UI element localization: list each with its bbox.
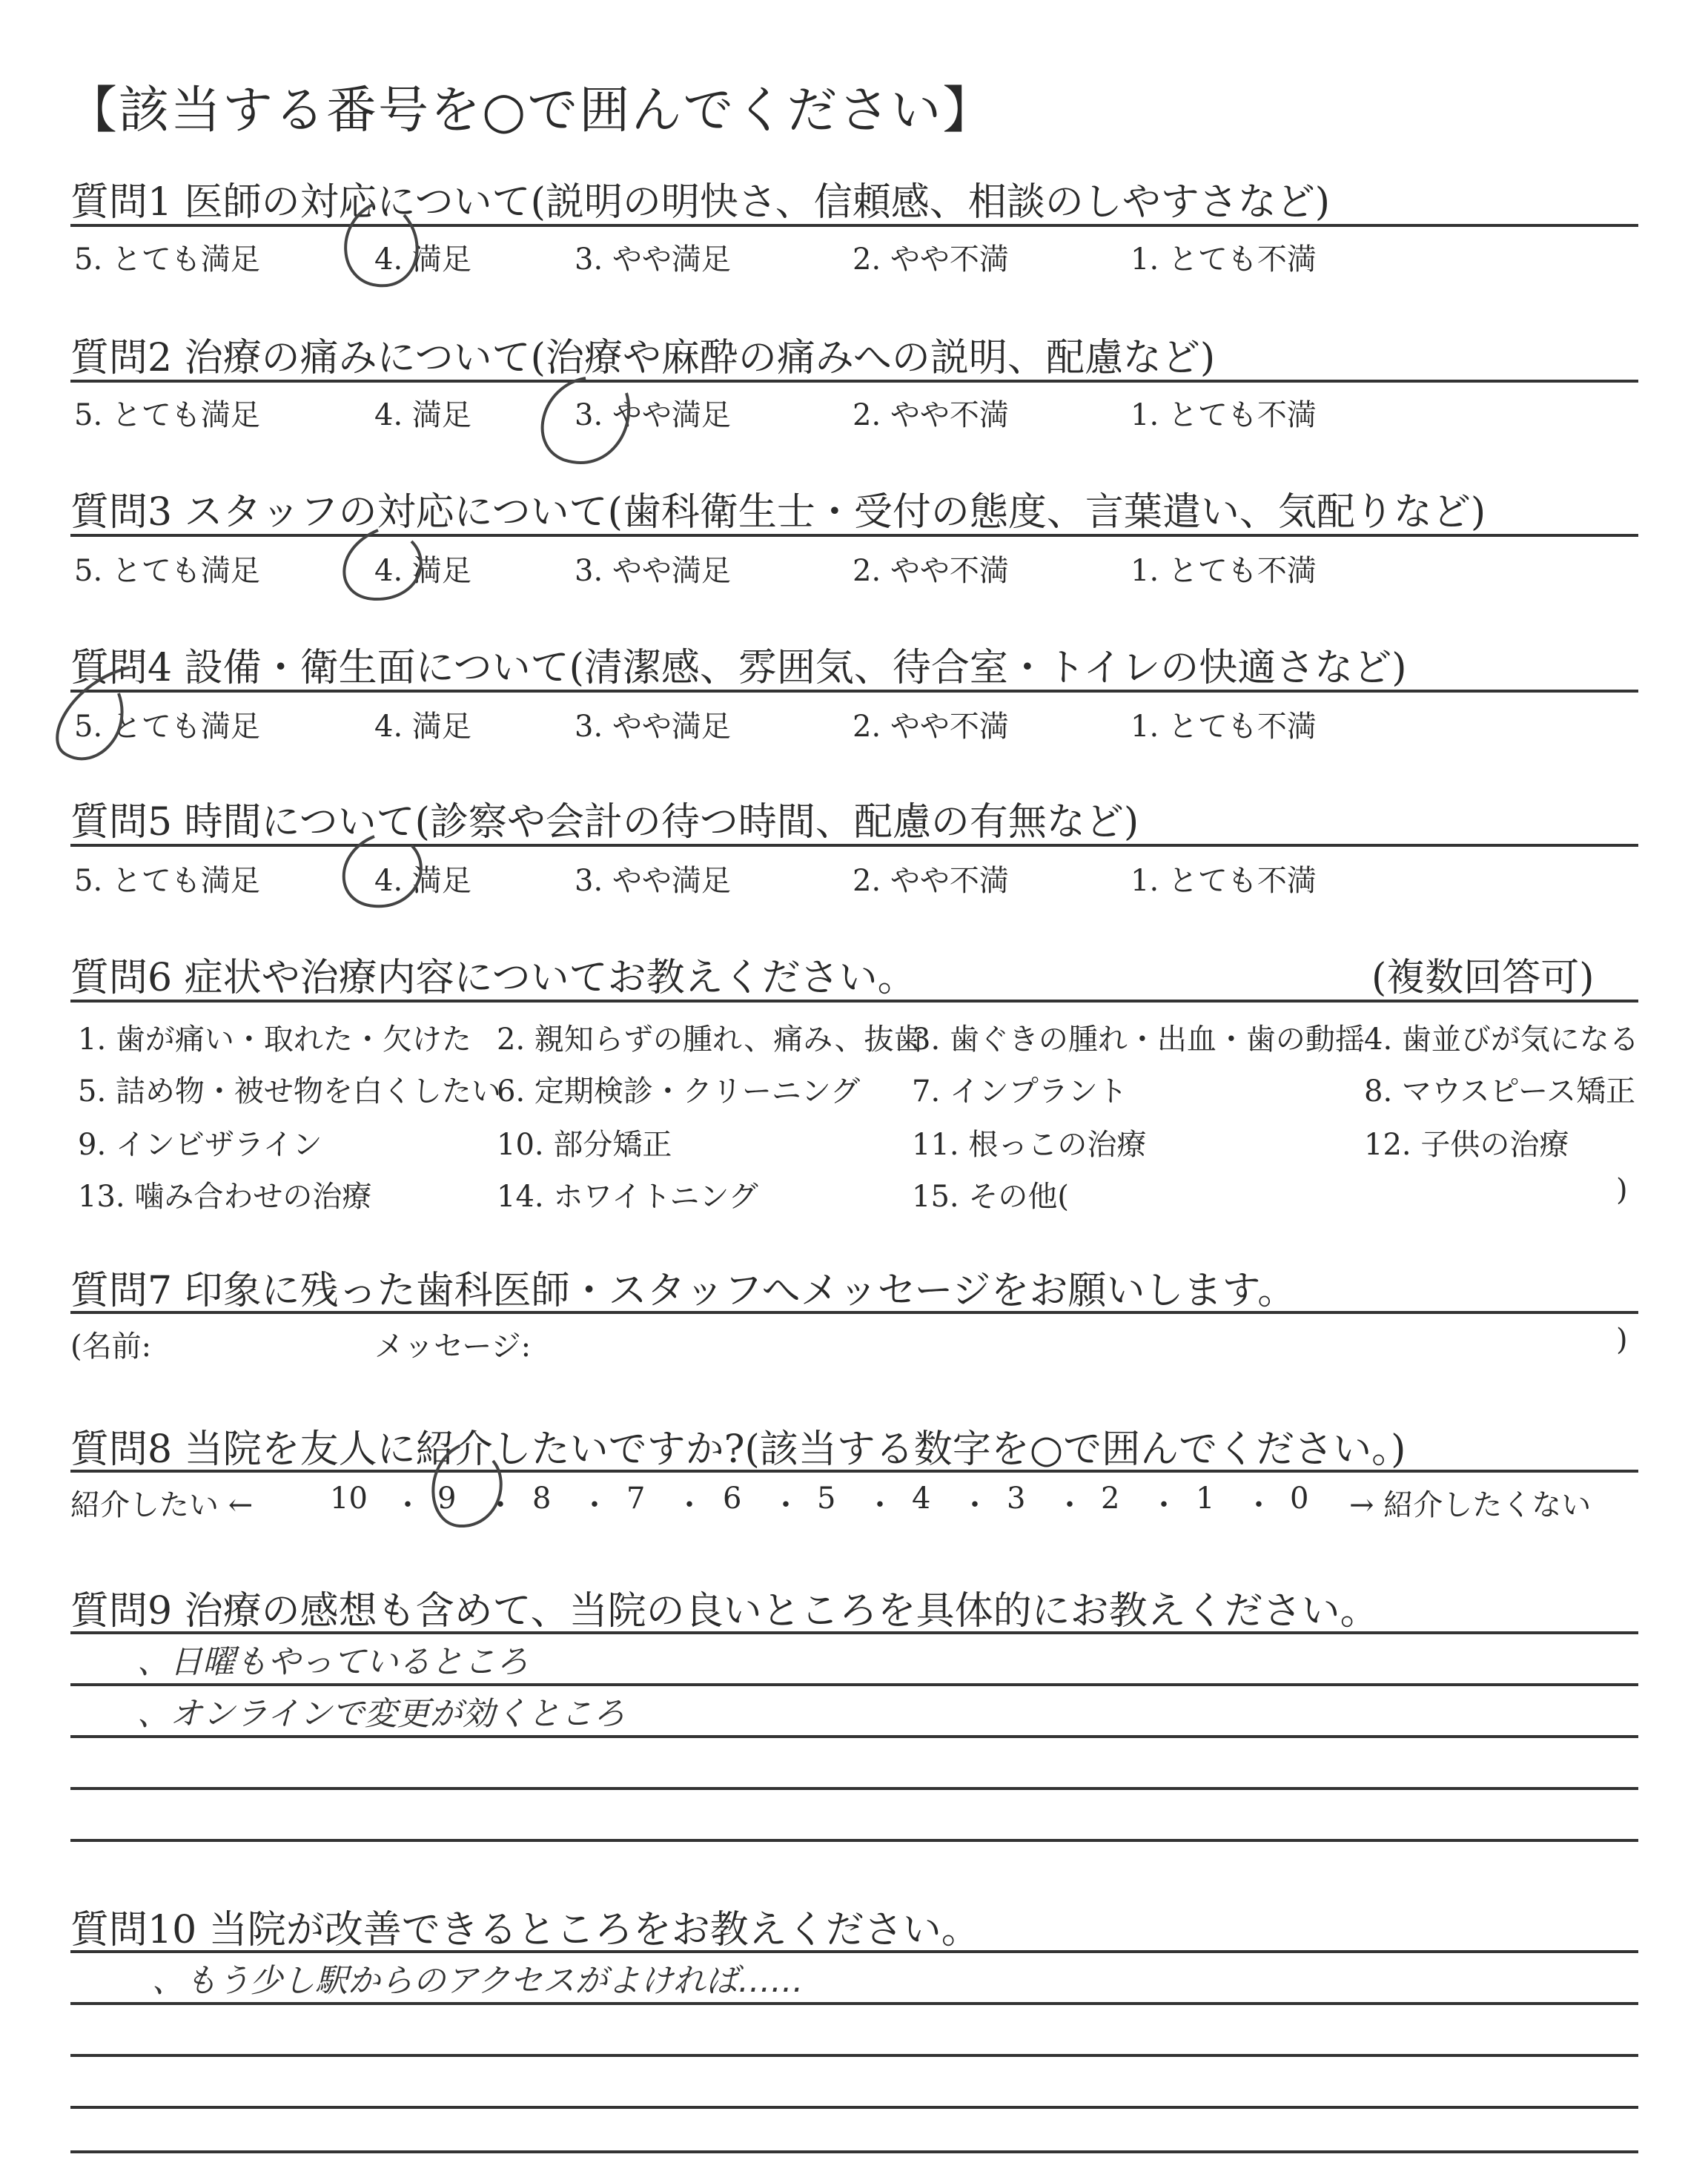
q3-option-5[interactable]: 5. とても満足: [74, 554, 260, 588]
q4-option-4[interactable]: 4. 満足: [374, 710, 471, 744]
question-2-rule: [70, 380, 1638, 383]
question-10-rule: [70, 1950, 1638, 1953]
q8-separator: ・: [675, 1488, 704, 1522]
question-6-note: (複数回答可): [1371, 956, 1595, 1000]
q4-option-5[interactable]: 5. とても満足: [74, 710, 260, 744]
answer-line: [70, 2054, 1638, 2057]
answer-line: [70, 1735, 1638, 1738]
q8-separator: ・: [486, 1488, 515, 1522]
q6-item-4[interactable]: 4. 歯並びが気になる: [1364, 1023, 1639, 1057]
q1-option-2[interactable]: 2. やや不満: [853, 242, 1009, 277]
q1-option-3[interactable]: 3. やや満足: [575, 242, 731, 277]
q4-option-1[interactable]: 1. とても不満: [1131, 710, 1317, 744]
q6-item-3[interactable]: 3. 歯ぐきの腫れ・出血・歯の動揺: [912, 1023, 1365, 1057]
question-7-label: 質問7 印象に残った歯科医師・スタッフへメッセージをお願いします。: [70, 1269, 1297, 1313]
q8-value-0[interactable]: 0: [1290, 1482, 1309, 1516]
q8-value-7[interactable]: 7: [626, 1482, 646, 1516]
question-3-rule: [70, 534, 1638, 537]
q8-separator: ・: [865, 1488, 895, 1522]
q3-option-1[interactable]: 1. とても不満: [1131, 554, 1317, 588]
q2-option-5[interactable]: 5. とても満足: [74, 398, 260, 432]
q8-value-9[interactable]: 9: [437, 1482, 457, 1516]
q9-answer-2: 、オンラインで変更が効くところ: [137, 1695, 626, 1733]
question-3-label: 質問3 スタッフの対応について(歯科衛生士・受付の態度、言葉遣い、気配りなど): [70, 490, 1486, 535]
q8-left-label: 紹介したい ←: [70, 1488, 254, 1522]
question-5-label: 質問5 時間について(診察や会計の待つ時間、配慮の有無など): [70, 800, 1139, 845]
q7-message-label: メッセージ:: [374, 1330, 532, 1364]
question-4-label: 質問4 設備・衛生面について(清潔感、雰囲気、待合室・トイレの快適さなど): [70, 646, 1407, 690]
question-10-label: 質問10 当院が改善できるところをお教えください。: [70, 1908, 980, 1952]
question-8-rule: [70, 1470, 1638, 1473]
q2-option-1[interactable]: 1. とても不満: [1131, 398, 1317, 432]
q3-option-4[interactable]: 4. 満足: [374, 554, 471, 588]
q6-item-11[interactable]: 11. 根っこの治療: [912, 1128, 1147, 1162]
q8-value-1[interactable]: 1: [1196, 1482, 1215, 1516]
question-5-rule: [70, 844, 1638, 847]
page-title: 【該当する番号を○で囲んでください】: [67, 82, 995, 140]
q6-item-15[interactable]: 15. その他(: [912, 1180, 1069, 1214]
question-2-label: 質問2 治療の痛みについて(治療や麻酔の痛みへの説明、配慮など): [70, 336, 1216, 380]
q1-option-5[interactable]: 5. とても満足: [74, 242, 260, 277]
question-8-label: 質問8 当院を友人に紹介したいですか?(該当する数字を○で囲んでください。): [70, 1427, 1406, 1472]
q8-value-5[interactable]: 5: [817, 1482, 836, 1516]
question-6-rule: [70, 1000, 1638, 1003]
q6-item-2[interactable]: 2. 親知らずの腫れ、痛み、抜歯: [497, 1023, 924, 1057]
q8-separator: ・: [1149, 1488, 1179, 1522]
q4-option-3[interactable]: 3. やや満足: [575, 710, 731, 744]
q7-close-paren: ): [1616, 1323, 1628, 1357]
q8-separator: ・: [580, 1488, 609, 1522]
q8-separator: ・: [1055, 1488, 1085, 1522]
q8-value-10[interactable]: 10: [330, 1482, 368, 1516]
q6-item-1[interactable]: 1. 歯が痛い・取れた・欠けた: [78, 1023, 471, 1057]
question-9-rule: [70, 1631, 1638, 1634]
answer-line: [70, 1787, 1638, 1790]
q6-item-12[interactable]: 12. 子供の治療: [1364, 1128, 1569, 1162]
q1-option-4[interactable]: 4. 満足: [374, 242, 471, 277]
q6-item-13[interactable]: 13. 噛み合わせの治療: [78, 1180, 372, 1214]
q6-item-6[interactable]: 6. 定期検診・クリーニング: [497, 1074, 861, 1109]
q8-value-8[interactable]: 8: [532, 1482, 552, 1516]
q6-item-14[interactable]: 14. ホワイトニング: [497, 1180, 758, 1214]
q2-option-4[interactable]: 4. 満足: [374, 398, 471, 432]
answer-line: [70, 1839, 1638, 1842]
q8-right-label: → 紹介したくない: [1349, 1488, 1592, 1522]
answer-line: [70, 2002, 1638, 2005]
q8-separator: ・: [771, 1488, 801, 1522]
q8-value-3[interactable]: 3: [1007, 1482, 1026, 1516]
q5-option-4[interactable]: 4. 満足: [374, 864, 471, 898]
q2-option-3[interactable]: 3. やや満足: [575, 398, 731, 432]
q6-item-15-close-paren: ): [1616, 1173, 1628, 1207]
q5-option-5[interactable]: 5. とても満足: [74, 864, 260, 898]
question-9-label: 質問9 治療の感想も含めて、当院の良いところを具体的にお教えください。: [70, 1589, 1379, 1634]
question-7-rule: [70, 1311, 1638, 1314]
q6-item-10[interactable]: 10. 部分矯正: [497, 1128, 672, 1162]
q8-separator: ・: [960, 1488, 990, 1522]
q7-name-label: (名前:: [70, 1330, 152, 1364]
q8-separator: ・: [1244, 1488, 1274, 1522]
q1-option-1[interactable]: 1. とても不満: [1131, 242, 1317, 277]
q8-value-2[interactable]: 2: [1101, 1482, 1120, 1516]
question-6-label: 質問6 症状や治療内容についてお教えください。: [70, 956, 916, 1000]
question-1-label: 質問1 医師の対応について(説明の明快さ、信頼感、相談のしやすさなど): [70, 180, 1331, 225]
q5-option-2[interactable]: 2. やや不満: [853, 864, 1009, 898]
q10-answer-1: 、もう少し駅からのアクセスがよければ……: [152, 1962, 804, 2000]
q6-item-8[interactable]: 8. マウスピース矯正: [1364, 1074, 1636, 1109]
question-1-rule: [70, 224, 1638, 227]
q6-item-5[interactable]: 5. 詰め物・被せ物を白くしたい: [78, 1074, 501, 1109]
q3-option-3[interactable]: 3. やや満足: [575, 554, 731, 588]
answer-line: [70, 1683, 1638, 1686]
q5-option-1[interactable]: 1. とても不満: [1131, 864, 1317, 898]
q4-option-2[interactable]: 2. やや不満: [853, 710, 1009, 744]
q2-option-2[interactable]: 2. やや不満: [853, 398, 1009, 432]
q9-answer-1: 、日曜もやっているところ: [137, 1643, 529, 1681]
q3-option-2[interactable]: 2. やや不満: [853, 554, 1009, 588]
q8-separator: ・: [393, 1488, 423, 1522]
q8-value-6[interactable]: 6: [723, 1482, 742, 1516]
q5-option-3[interactable]: 3. やや満足: [575, 864, 731, 898]
answer-line: [70, 2150, 1638, 2153]
q6-item-9[interactable]: 9. インビザライン: [78, 1128, 322, 1162]
question-4-rule: [70, 690, 1638, 693]
q8-value-4[interactable]: 4: [912, 1482, 931, 1516]
answer-line: [70, 2106, 1638, 2109]
q6-item-7[interactable]: 7. インプラント: [912, 1074, 1128, 1109]
